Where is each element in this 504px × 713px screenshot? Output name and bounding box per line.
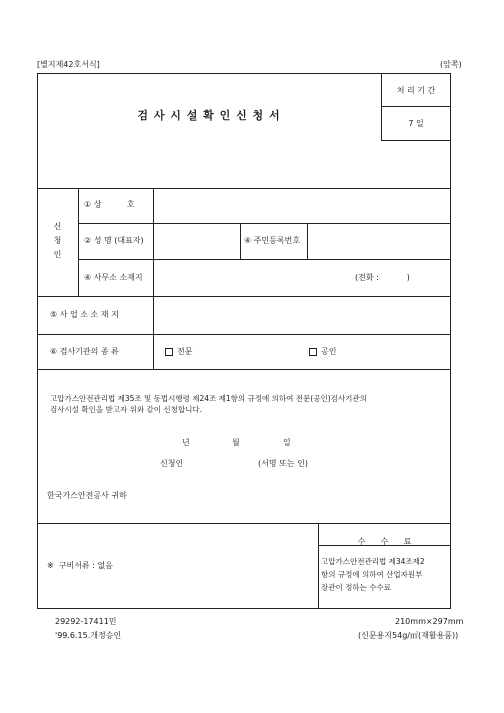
- paper-size: 210mm×297mm: [395, 617, 464, 626]
- trade-name-label: ① 상 호: [84, 200, 135, 209]
- workplace-address-label: ⑤ 사 업 소 소 재 지: [50, 310, 119, 319]
- date-day: 일: [283, 438, 291, 447]
- date-month: 월: [232, 438, 240, 447]
- option-authorized[interactable]: [309, 347, 336, 357]
- statement-line-1: 고압가스안전관리법 제35조 및 동법시행령 제24조 제1항의 규정에 의하여 전문(공인)검사기관의: [50, 394, 367, 403]
- option-authorized-label: 공인: [321, 347, 337, 356]
- checkbox-specialized[interactable]: [165, 348, 173, 356]
- representative-name-label: ② 성 명 (대표자): [84, 236, 144, 245]
- form-frame: [37, 73, 451, 609]
- office-address-label: ④ 사무소 소재지: [84, 273, 143, 282]
- attachments-note: ※ 구비서류 : 없음: [47, 561, 113, 570]
- approval-date: '99.6.15.개정승인: [55, 631, 122, 640]
- signature-seal-label: (서명 또는 인): [258, 459, 308, 468]
- applicant-group-label: 신 청 인: [53, 222, 62, 259]
- processing-period-value: 7 일: [408, 119, 424, 128]
- fee-label: 수 수 료: [357, 537, 412, 546]
- paper-type: (신문용지54g/㎡(재활용품)): [358, 631, 459, 640]
- date-year: 년: [182, 438, 190, 447]
- addressee: 한국가스안전공사 귀하: [47, 491, 127, 500]
- checkbox-authorized[interactable]: [309, 348, 317, 356]
- phone-label: (전화 : ): [355, 273, 410, 282]
- processing-period-label: 처 리 기 간: [396, 86, 436, 95]
- fee-line-2: 항의 규정에 의하여 산업자원부: [321, 570, 423, 579]
- option-specialized-label: 전문: [177, 347, 193, 356]
- applicant-signature-label: 신청인: [160, 459, 184, 468]
- form-code: 29292-17411민: [55, 617, 117, 626]
- fee-line-3: 장관이 정하는 수수료: [321, 583, 391, 592]
- form-number: [별지제42호서식]: [37, 60, 100, 69]
- form-title: 검 사 시 설 확 인 신 청 서: [137, 109, 281, 122]
- option-specialized[interactable]: [165, 347, 192, 357]
- statement-line-2: 검사시설 확인을 받고자 위와 같이 신청합니다.: [50, 405, 202, 414]
- page-side: (앞쪽): [440, 60, 462, 69]
- resident-number-label: ④ 주민등록번호: [244, 236, 301, 245]
- inspection-type-label: ⑥ 검사기관의 종 류: [50, 347, 119, 356]
- fee-line-1: 고압가스안전관리법 제34조제2: [321, 557, 425, 566]
